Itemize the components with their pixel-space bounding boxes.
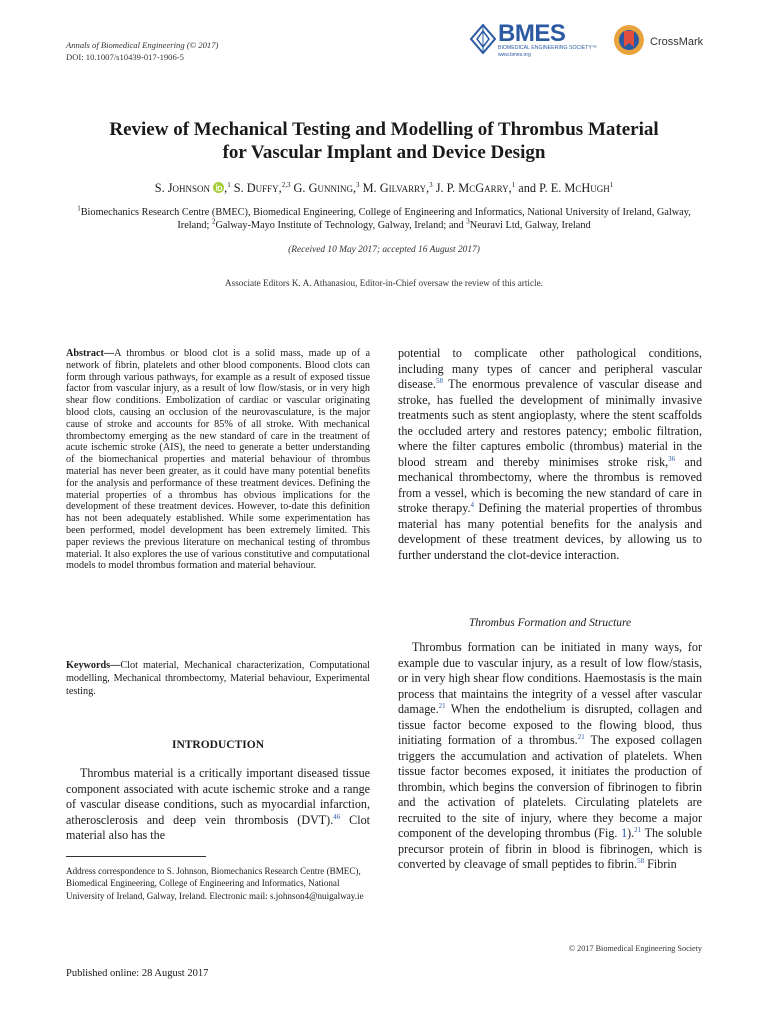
citation-21[interactable]: 21 bbox=[438, 701, 446, 710]
author-4[interactable]: M. Gilvarry, bbox=[362, 181, 430, 195]
citation-4[interactable]: 4 bbox=[470, 500, 474, 509]
abstract-label: Abstract— bbox=[66, 348, 115, 359]
section-heading-introduction: INTRODUCTION bbox=[171, 739, 264, 751]
bmes-subtitle: BIOMEDICAL ENGINEERING SOCIETY™ bbox=[498, 45, 597, 51]
right-text-1c: and mechanical thrombectomy, where the thrombus is removed from a vessel, which is becoming the new standard of care in stroke therapy. bbox=[398, 454, 702, 515]
footnote-divider bbox=[66, 856, 206, 857]
thrombus-formation-paragraph bbox=[398, 640, 702, 873]
author-6-affil: 1 bbox=[609, 180, 614, 189]
journal-name: Annals of Biomedical Engineering bbox=[66, 40, 185, 50]
bmes-logo-icon bbox=[470, 24, 496, 54]
author-1-affil: 1 bbox=[227, 180, 231, 189]
author-4-affil: 3 bbox=[429, 180, 433, 189]
abstract-text: A thrombus or blood clot is a solid mass, made up of a network of fibrin, platelets and other blood components. Blood clots can form through various pathways, for example as a result of exposed tissue factor from vascular injury, as a result of low flow/stasis, or in very high shear flow conditions. Embolization of cardiac or vascular originating blood clots, causing an occlusion of the neurovasculature, is the major cause of stroke and accounts for 85% of all stroke. With mechanical thrombectomy emerging as the new standard of care in the treatment of acute ischemic stroke (AIS), the need to generate a better understanding of the biomechanical properties and material behaviour of thrombus material has never been greater, as it could have many potential benefits for the analysis and performance of these treatment devices. Defining the material properties of a thrombus has obvious implications for the development of these treatment devices. However, to-date this definition has not been adequately established. While some experimentation has been performed, model development has been extremely limited. This paper reviews the previous literature on mechanical testing of thrombus material. It also explores the use of various constitutive and computational models to model thrombus formation and material behaviour. bbox=[66, 348, 370, 572]
correspondence-footnote: Address correspondence to S. Johnson, Biomechanics Research Centre (BMEC), Biomedical Engineering, College of Engineering and Informatics, National University of Ireland, Galway, Ireland. Electronic mail: s.johnson4@nuigalway.ie bbox=[66, 866, 364, 901]
affil-2-num: 2 bbox=[211, 217, 216, 226]
affil-1: Biomechanics Research Centre (BMEC), Biomedical Engineering, College of Engineering and Informatics, National University of Ireland, Galway, Ireland; bbox=[80, 207, 691, 231]
intro-text-1: Thrombus material is a critically important diseased tissue component associated with acute ischemic stroke and a range of vascular disease conditions, such as myocardial infarction, atherosclerosis and deep vein thrombosis (DVT). bbox=[66, 766, 370, 827]
author-2[interactable]: S. Duffy, bbox=[233, 181, 282, 195]
citation-58[interactable]: 58 bbox=[637, 856, 645, 865]
author-list: S. Johnson ,$^1$ S. Duffy,$^{2,3}$ G. Gunning,$^3$ M. Gilvarry,$^3$ J. P. McGarry,$^1$ and P. E. McHugh$^1$ bbox=[154, 180, 614, 195]
publisher-logos bbox=[470, 20, 710, 62]
bmes-logo-text: BMES bbox=[498, 20, 566, 47]
affil-1-num: 1 bbox=[77, 204, 81, 213]
title-line-2: for Vascular Implant and Device Design bbox=[222, 142, 546, 163]
right-text-2b: When the endothelium is disrupted, collagen and tissue factor become exposed to the flowing blood, thus initiating formation of a thrombus. bbox=[398, 702, 702, 747]
editors-note: Associate Editors K. A. Athanasiou, Editor-in-Chief oversaw the review of this article. bbox=[225, 278, 543, 288]
intro-continued-paragraph bbox=[398, 346, 702, 563]
section-heading-thrombus-formation: Thrombus Formation and Structure bbox=[468, 617, 632, 629]
received-dates: (Received 10 May 2017; accepted 16 August 2017) bbox=[288, 245, 480, 255]
published-date: Published online: 28 August 2017 bbox=[66, 968, 209, 979]
journal-year: (© 2017) bbox=[186, 40, 219, 50]
citation-58[interactable]: 58 bbox=[435, 376, 443, 385]
right-text-1a: potential to complicate other pathological conditions, including many types of cancer and peripheral vascular disease. bbox=[398, 346, 702, 391]
orcid-icon[interactable] bbox=[213, 182, 224, 193]
affil-3: Neuravi Ltd, Galway, Ireland bbox=[469, 220, 591, 231]
author-6[interactable]: P. E. McHugh bbox=[539, 181, 610, 195]
author-1[interactable]: S. Johnson bbox=[154, 181, 211, 195]
right-text-2e: The soluble precursor protein of fibrin in blood is fibrinogen, which is converted by cleavage of small peptides to fibrin. bbox=[398, 826, 702, 871]
copyright-notice: © 2017 Biomedical Engineering Society bbox=[568, 944, 702, 953]
citation-21[interactable]: 21 bbox=[634, 825, 642, 834]
introduction-paragraph bbox=[66, 766, 370, 844]
title-line-1: Review of Mechanical Testing and Modelling of Thrombus Material bbox=[109, 119, 659, 140]
abstract bbox=[66, 348, 370, 572]
keywords bbox=[66, 660, 370, 698]
affiliations bbox=[62, 206, 706, 232]
crossmark-label[interactable]: CrossMark bbox=[650, 36, 704, 48]
citation-36[interactable]: 36 bbox=[668, 454, 676, 463]
author-3[interactable]: G. Gunning, bbox=[293, 181, 357, 195]
intro-text-2: Clot material also has the bbox=[66, 812, 370, 843]
journal-header bbox=[66, 39, 218, 63]
affil-3-num: 3 bbox=[466, 217, 470, 226]
right-text-2c: The exposed collagen triggers the accumulation and activation of platelets. When tissue factor becomes exposed, it initiates the production of thrombin, which begins the conversion of fibrinogen to fibrin and the activation of platelets. Circulating platelets are recruited to the site of injury, where they become a major component of the developing thrombus (Fig. bbox=[398, 733, 702, 840]
doi[interactable]: DOI: 10.1007/s10439-017-1906-5 bbox=[66, 52, 184, 62]
author-5-affil: 1 bbox=[511, 180, 516, 189]
right-text-2d: ). bbox=[627, 826, 635, 840]
affil-2: Galway-Mayo Institute of Technology, Galway, Ireland; and bbox=[215, 220, 464, 231]
figure-1-link[interactable]: 1 bbox=[621, 826, 628, 840]
bmes-url[interactable]: www.bmes.org bbox=[498, 52, 531, 58]
crossmark-icon[interactable] bbox=[612, 22, 646, 58]
right-text-1b: The enormous prevalence of vascular disease and stroke, has fuelled the development of minimally invasive treatments such as stent angioplasty, where the stent scaffolds the occluded artery and restores patency; embolic filtration, where the filter captures embolic (thrombus) material in the blood stream and thereby minimises stroke risk, bbox=[398, 377, 702, 469]
keywords-label: Keywords— bbox=[66, 660, 121, 671]
right-text-2a: Thrombus formation can be initiated in many ways, for example due to vascular injury, as a result of low flow/stasis, or in very high shear flow conditions. Haemostasis is the main process that maintains the integrity of a vessel after vascular damage. bbox=[398, 640, 702, 716]
citation-46[interactable]: 46 bbox=[333, 812, 341, 821]
author-3-affil: 3 bbox=[356, 180, 360, 189]
author-2-affil: 2,3 bbox=[281, 180, 291, 189]
author-conjunction: and bbox=[518, 181, 537, 195]
right-text-1d: Defining the material properties of thrombus material has many potential benefits for the analysis and development of these treatment devices, by allowing us to further understand the clot-device interaction. bbox=[398, 501, 702, 562]
right-text-2f: Fibrin bbox=[644, 857, 677, 871]
citation-21[interactable]: 21 bbox=[577, 732, 585, 741]
author-5[interactable]: J. P. McGarry, bbox=[435, 181, 512, 195]
article-title bbox=[40, 118, 728, 164]
keywords-text: Clot material, Mechanical characterization, Computational modelling, Mechanical thrombectomy, Material behaviour, Experimental testing. bbox=[66, 660, 370, 697]
